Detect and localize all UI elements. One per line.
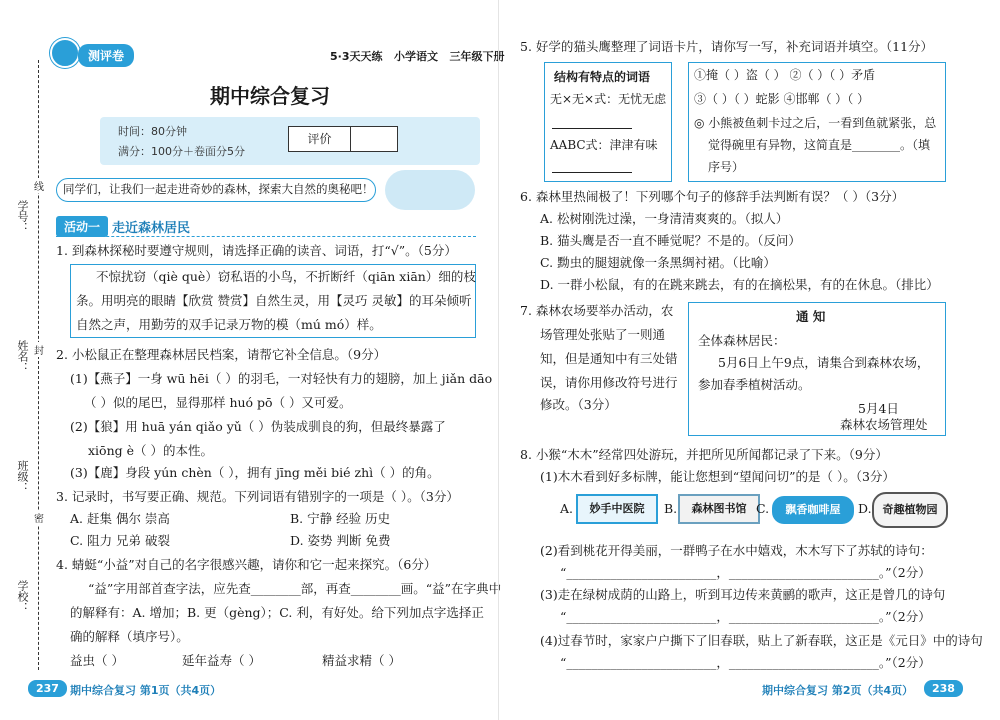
q2-line4: xiōng è（ ）的本性。 bbox=[88, 443, 213, 458]
q4-stem: 4. 蜻蜓“小益”对自己的名字很感兴趣，请你和它一起来探究。（6分） bbox=[56, 557, 437, 572]
q2-line5: (3)【鹿】身段 yún chèn（ ），拥有 jīng měi bié zhì（ ）的角。 bbox=[70, 465, 440, 480]
activity-title: 走近森林居民 bbox=[112, 221, 191, 236]
mascot-avatar bbox=[50, 38, 80, 68]
side-xuehao: 学号： bbox=[16, 200, 29, 233]
header-badge: 测评卷 bbox=[78, 44, 134, 67]
header-series bbox=[330, 48, 505, 64]
q7-line4: 误，请你用修改符号进行 bbox=[540, 375, 678, 390]
side-xian: 线 bbox=[34, 178, 44, 193]
q2-line1: (1)【燕子】一身 wū hēi（ ）的羽毛，一对轻快有力的翅膀，加上 jiǎn dāo bbox=[70, 371, 493, 386]
notice-title: 通 知 bbox=[796, 309, 826, 324]
q7-line3: 知，但是通知中有三处错 bbox=[540, 351, 678, 366]
q2-line2: （ ）似的尾巴，显得那样 huó pō（ ）又可爱。 bbox=[84, 395, 352, 410]
notice-line3: 参加春季植树活动。 bbox=[698, 377, 811, 392]
q2-line3: (2)【狼】用 huā yán qiǎo yǔ（ ）伪装成驯良的狗，但最终暴露了 bbox=[70, 419, 446, 434]
q8-sub1: (1)木木看到好多标牌，能让您想到“望闻问切”的是（ ）。（3分） bbox=[540, 469, 895, 484]
eval-label: 评价 bbox=[289, 127, 351, 151]
q5-card-blank[interactable] bbox=[552, 128, 632, 129]
q8-sub3-blanks[interactable]: “________________________，________________________。”（2分） bbox=[560, 609, 931, 624]
notice-line1: 全体森林居民： bbox=[698, 333, 786, 348]
q5-row3: ◎ 小熊被鱼刺卡过之后，一看到鱼就紧张，总 bbox=[694, 116, 937, 130]
q3-option-c[interactable]: C. 阻力 兄弟 破裂 bbox=[70, 533, 171, 548]
sign-c[interactable]: 飘香咖啡屋 bbox=[772, 496, 854, 524]
q4-word3[interactable]: 精益求精（ ） bbox=[322, 653, 401, 668]
q8-sub3: (3)走在绿树成荫的山路上，听到耳边传来黄鹂的歌声，这正是曾几的诗句 bbox=[540, 587, 946, 602]
q4-word1[interactable]: 益虫（ ） bbox=[70, 653, 124, 668]
q5-row2: ③（ ）（ ）蛇影 ④邯郸（ ）（ ） bbox=[694, 92, 870, 106]
q5-card-title: 结构有特点的词语 bbox=[554, 70, 651, 84]
side-feng: 封 bbox=[34, 342, 44, 357]
q5-card-line2: AABC式：津津有味 bbox=[550, 138, 658, 152]
q3-option-a[interactable]: A. 赶集 偶尔 崇高 bbox=[70, 511, 170, 526]
side-xuexiao: 学校： bbox=[16, 580, 29, 613]
page-title: 期中综合复习 bbox=[210, 84, 330, 108]
sign-c-label: C. bbox=[756, 501, 770, 516]
side-mi: 密 bbox=[34, 510, 44, 525]
q5-row4: 觉得碗里有异物，这简直是________。（填 bbox=[708, 138, 931, 152]
sign-b[interactable]: 森林图书馆 bbox=[678, 494, 760, 524]
q8-stem: 8. 小猴“木木”经常四处游玩，并把所见所闻都记录了下来。（9分） bbox=[520, 447, 888, 462]
notice-date: 5月4日 bbox=[858, 401, 899, 416]
q5-row5: 序号） bbox=[708, 160, 745, 174]
page-gutter bbox=[498, 0, 499, 720]
q3-option-d[interactable]: D. 姿势 判断 免费 bbox=[290, 533, 391, 548]
q4-line3: 确的解释（填序号）。 bbox=[70, 629, 189, 644]
q2-stem: 2. 小松鼠正在整理森林居民档案，请帮它补全信息。（9分） bbox=[56, 347, 387, 362]
q5-stem: 5. 好学的猫头鹰整理了词语卡片，请你写一写，补充词语并填空。（11分） bbox=[520, 39, 934, 54]
q4-line1: “益”字用部首查字法，应先查________部，再查________画。“益”在字典中 bbox=[88, 581, 502, 596]
footer-left-text: 期中综合复习 第1页（共4页） bbox=[70, 684, 222, 697]
q1-stem: 1. 到森林探秘时要遵守规则，请选择正确的读音、词语，打“√”。（5分） bbox=[56, 243, 457, 258]
activity-tag: 活动一 bbox=[56, 216, 108, 237]
q7-line1: 7. 森林农场要举办活动，农 bbox=[520, 303, 674, 318]
side-xingming: 姓名： bbox=[16, 340, 29, 373]
q5-card-blank2[interactable] bbox=[552, 172, 632, 173]
q7-line2: 场管理处张贴了一则通 bbox=[540, 327, 666, 342]
eval-box bbox=[288, 126, 398, 152]
q8-sub4-blanks[interactable]: “________________________，________________________。”（2分） bbox=[560, 655, 931, 670]
sign-a-label: A. bbox=[560, 501, 574, 516]
intro-bubble: 同学们，让我们一起走进奇妙的森林，探索大自然的奥秘吧！ bbox=[56, 178, 376, 202]
grade-name: 三年级下册 bbox=[449, 50, 505, 63]
page-number-right: 238 bbox=[924, 680, 963, 697]
q3-stem: 3. 记录时，书写要正确、规范。下列词语有错别字的一项是（ ）。（3分） bbox=[56, 489, 459, 504]
footer-right-text: 期中综合复习 第2页（共4页） bbox=[762, 684, 914, 697]
q6-stem: 6. 森林里热闹极了！下列哪个句子的修辞手法判断有误？（ ）（3分） bbox=[520, 189, 905, 204]
characters-illustration bbox=[385, 170, 475, 210]
q1-line3: 自然之声，用勤劳的双手记录万物的模（mú mó）样。 bbox=[76, 317, 382, 332]
activity-divider bbox=[56, 236, 476, 237]
time-info: 时间：80分钟 bbox=[118, 125, 187, 138]
series-name: 5·3天天练 bbox=[330, 50, 383, 63]
q8-sub2-blanks[interactable]: “________________________，________________________。”（2分） bbox=[560, 565, 931, 580]
notice-line2: 5月6日上午9点，请集合到森林农场， bbox=[718, 355, 930, 370]
q6-option-a[interactable]: A. 松树刚洗过澡，一身清清爽爽的。（拟人） bbox=[540, 211, 789, 226]
binding-line bbox=[38, 60, 39, 670]
q6-option-b[interactable]: B. 猫头鹰是否一直不睡觉呢？不是的。（反问） bbox=[540, 233, 801, 248]
q8-sub4: (4)过春节时，家家户户撕下了旧春联，贴上了新春联，这正是《元日》中的诗句 bbox=[540, 633, 983, 648]
page-number-left: 237 bbox=[28, 680, 67, 697]
subject-name: 小学语文 bbox=[394, 50, 438, 63]
q1-line1: 不惊扰窃（qiè què）窃私语的小鸟，不折断纤（qiān xiān）细的枝 bbox=[96, 269, 476, 284]
q6-option-c[interactable]: C. 黝虫的腿翅就像一条黑绸衬裙。（比喻） bbox=[540, 255, 776, 270]
q7-line5: 修改。（3分） bbox=[540, 397, 617, 412]
q4-word2[interactable]: 延年益寿（ ） bbox=[182, 653, 261, 668]
sign-b-label: B. bbox=[664, 501, 678, 516]
q8-sub2: (2)看到桃花开得美丽，一群鸭子在水中嬉戏，木木写下了苏轼的诗句： bbox=[540, 543, 933, 558]
sign-d[interactable]: 奇趣植物园 bbox=[872, 492, 948, 528]
q3-option-b[interactable]: B. 宁静 经验 历史 bbox=[290, 511, 391, 526]
sign-a[interactable]: 妙手中医院 bbox=[576, 494, 658, 524]
q5-card-line1: 无×无×式：无忧无虑 bbox=[550, 92, 667, 106]
q5-row1: ①掩（ ）盗（ ） ②（ ）（ ）矛盾 bbox=[694, 68, 876, 82]
score-info: 满分：100分＋卷面分5分 bbox=[118, 145, 245, 158]
q6-option-d[interactable]: D. 一群小松鼠，有的在跳来跳去，有的在摘松果，有的在休息。（排比） bbox=[540, 277, 939, 292]
q4-line2: 的解释有：A. 增加；B. 更（gèng）；C. 利，有好处。给下列加点字选择正 bbox=[70, 605, 484, 620]
q1-line2: 条。用明亮的眼睛【欣赏 赞赏】自然生灵，用【灵巧 灵敏】的耳朵倾听 bbox=[76, 293, 472, 308]
notice-sign: 森林农场管理处 bbox=[840, 417, 928, 432]
side-banji: 班级： bbox=[16, 460, 29, 493]
sign-d-label: D. bbox=[858, 501, 872, 516]
